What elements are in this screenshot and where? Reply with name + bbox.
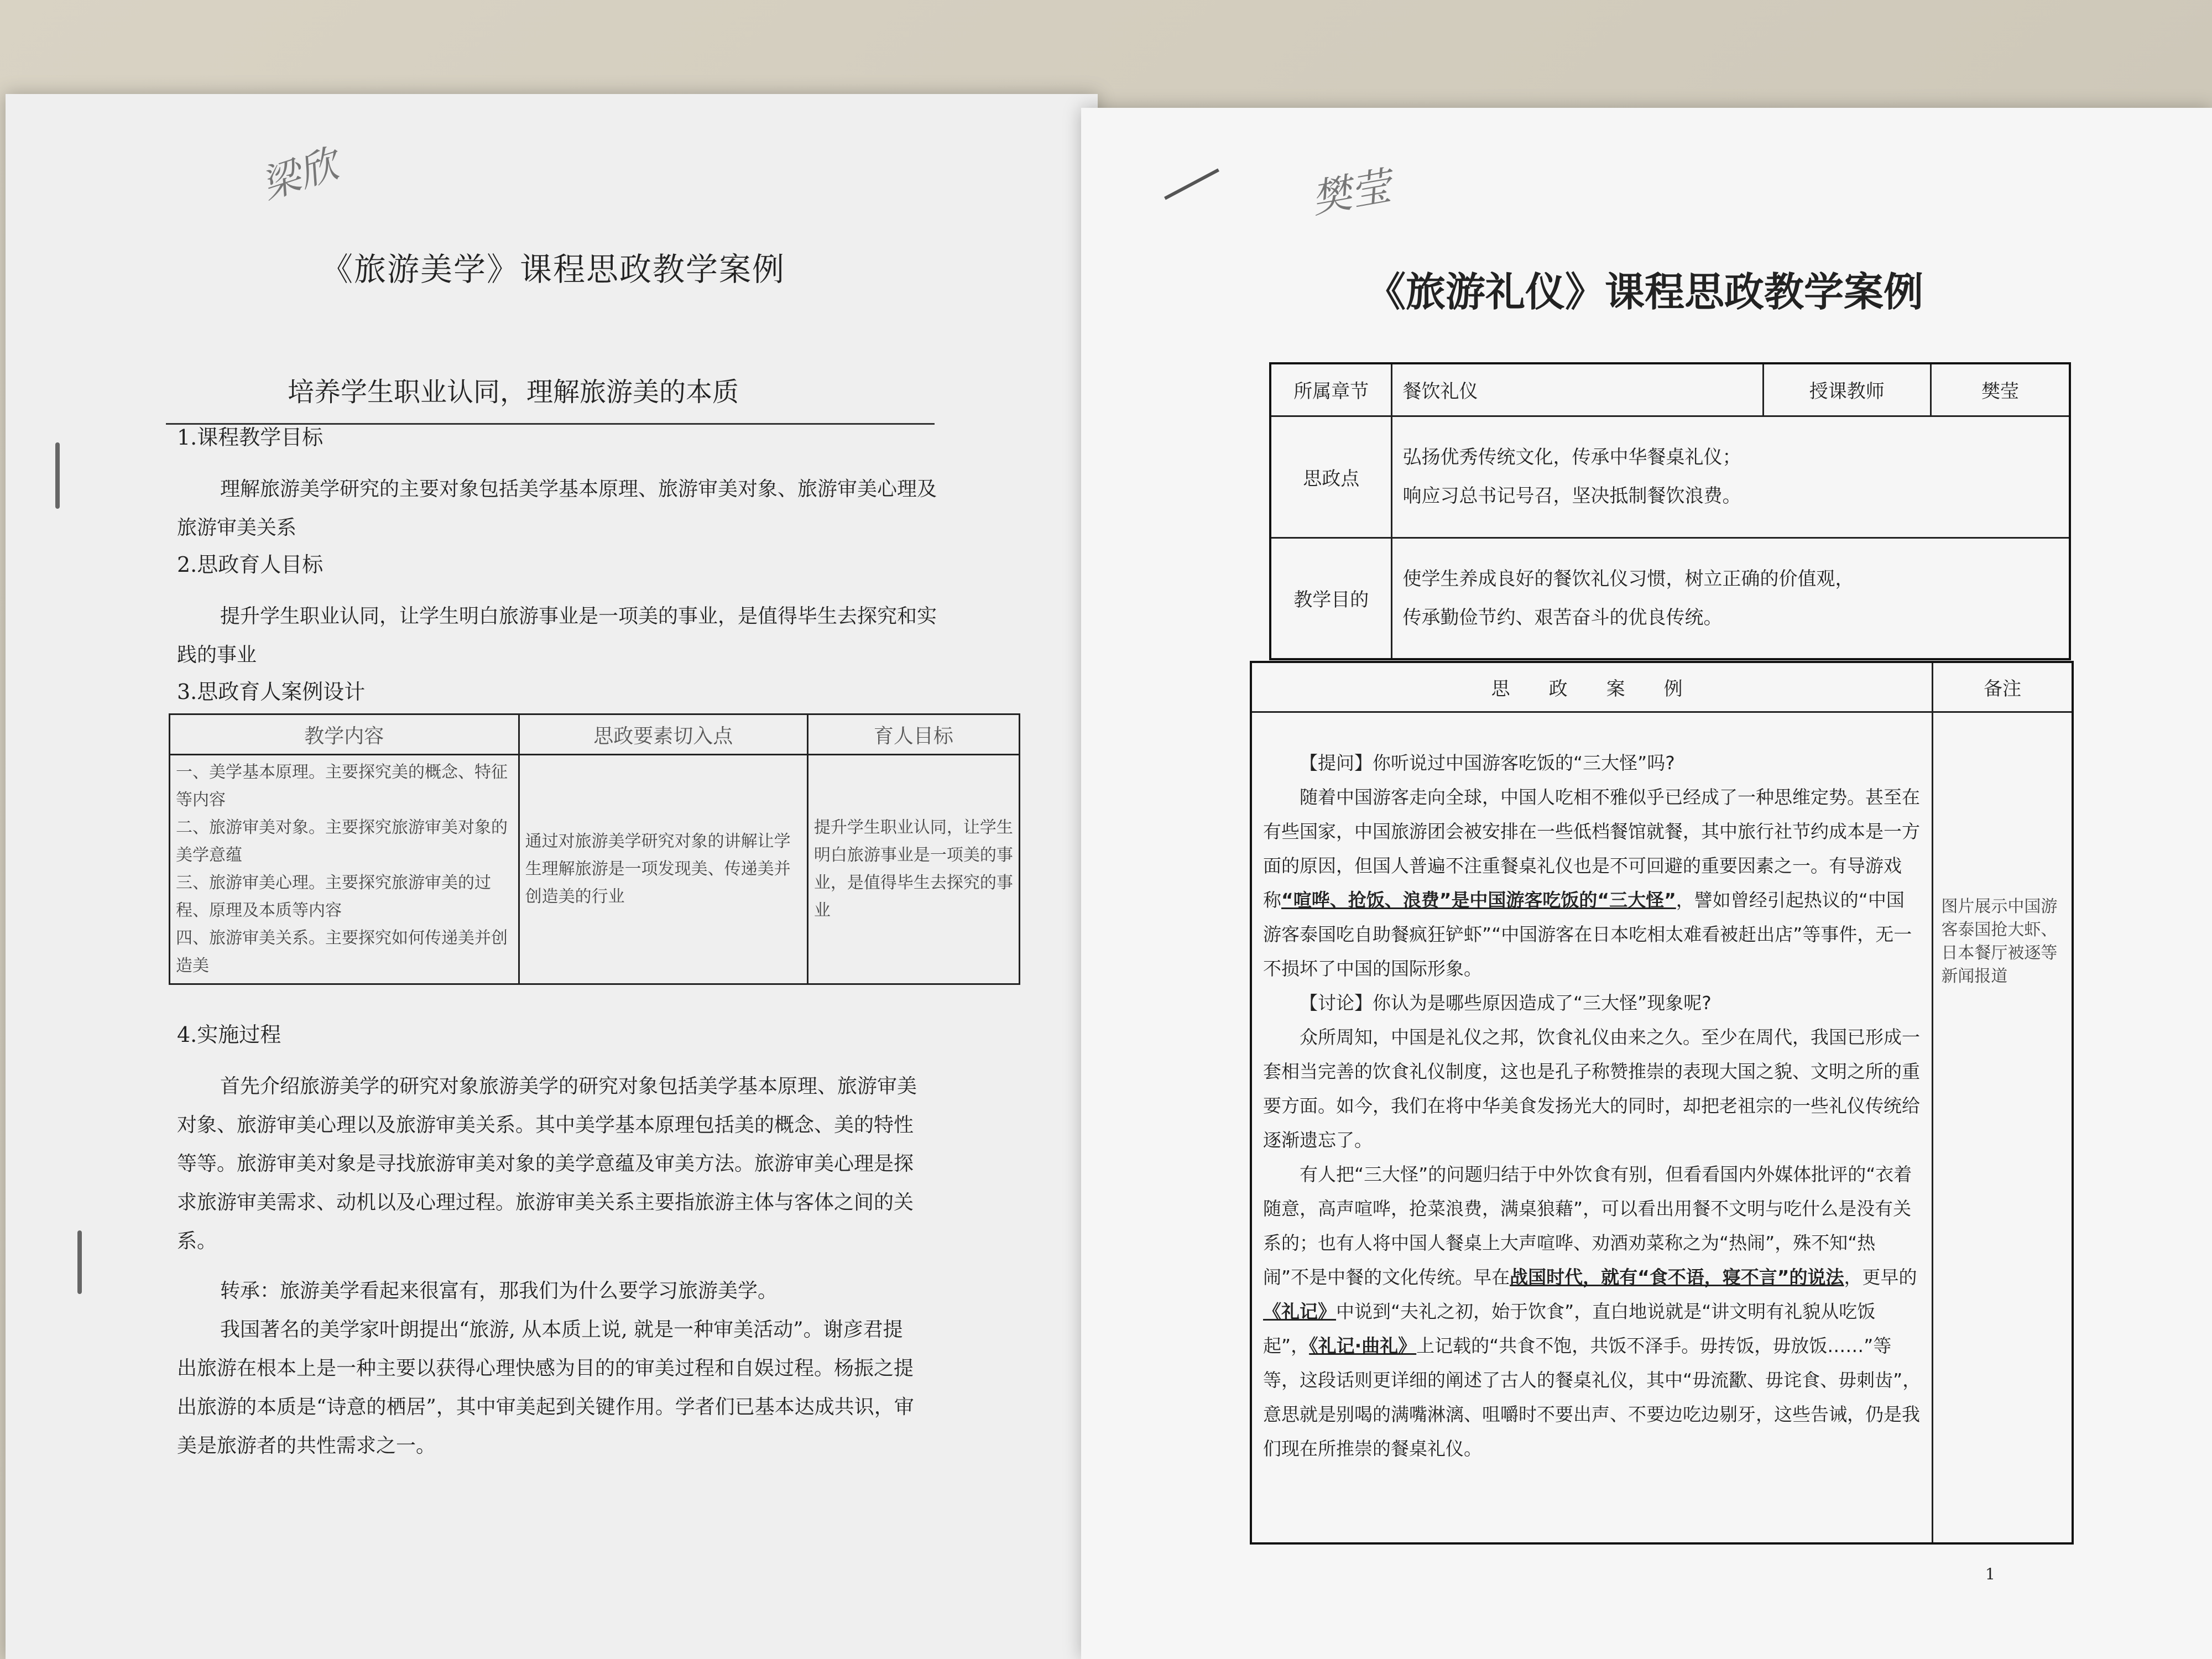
value-cell: 樊莹: [1931, 363, 2070, 416]
table-header: 教学内容: [170, 714, 519, 755]
value-cell: 餐饮礼仪: [1392, 363, 1763, 416]
case-body: [1251, 712, 1933, 1543]
case-paragraph: 有人把“三大怪”的问题归结于中外饮食有别，但看看国内外媒体批评的“衣着随意，高声喧哗，抢菜浪费，满桌狼藉”，可以看出用餐不文明与吃什么是没有关系的；也有人将中国人餐桌上大声喧哗、劝酒劝菜称之为“热闹”，殊不知“热闹”不是中餐的文化传统。早在战国时代，就有“食不语，寝不言”的说法，更早的《礼记》中说到“夫礼之初，始于饮食”，直白地说就是“讲文明有礼貌从吃饭起”，《礼记·曲礼》上记载的“共食不饱，共饭不泽手。毋抟饭，毋放饭……”等等，这段话则更详细的阐述了古人的餐桌礼仪，其中“毋流歠、毋诧食、毋刺齿”，意思就是别喝的满嘴淋漓、咀嚼时不要出声、不要边吃边剔牙，这些告诫，仍是我们现在所推崇的餐桌礼仪。: [1263, 1163, 1921, 1459]
case-header: 思 政 案 例: [1251, 662, 1933, 712]
paragraph: 首先介绍旅游美学的研究对象旅游美学的研究对象包括美学基本原理、旅游审美对象、旅游审美心理以及旅游审美关系。其中美学基本原理包括美的概念、美的特性等等。旅游审美对象是寻找旅游审美对象的美学意蕴及审美方法。旅游审美心理是探求旅游审美需求、动机以及心理过程。旅游审美关系主要指旅游主体与客体之间的关系。: [177, 1075, 917, 1253]
label-cell: 所属章节: [1270, 363, 1392, 416]
list-item: 四、旅游审美关系。主要探究如何传递美并创造美: [176, 928, 508, 975]
case-question: 【提问】你听说过中国游客吃饭的“三大怪”吗?: [1300, 752, 1675, 774]
text-line: 传承勤俭节约、艰苦奋斗的优良传统。: [1402, 606, 1723, 629]
value-cell: [1392, 538, 2070, 659]
left-doc-subtitle: 培养学生职业认同，理解旅游美的本质: [288, 377, 739, 408]
text-line: 使学生养成良好的餐饮礼仪习惯，树立正确的价值观，: [1402, 567, 1854, 590]
underlined-phrase: 战国时代，就有“食不语，寝不言”的说法: [1510, 1266, 1844, 1288]
table-header: 思政要素切入点: [519, 714, 807, 755]
table-row: [1270, 538, 2070, 659]
case-paragraph: 随着中国游客走向全球，中国人吃相不雅似乎已经成了一种思维定势。甚至在有些国家，中国旅游团会被安排在一些低档餐馆就餐，其中旅行社节约成本是一方面的原因，但国人普遍不注重餐桌礼仪也是不可回避的重要因素之一。有导游戏称“喧哗、抢饭、浪费”是中国游客吃饭的“三大怪”，譬如曾经引起热议的“中国游客泰国吃自助餐疯狂铲虾”“中国游客在日本吃相太难看被赶出店”等事件，无一不损坏了中国的国际形象。: [1263, 786, 1920, 979]
list-item: 二、旅游审美对象。主要探究旅游审美对象的美学意蕴: [176, 818, 508, 865]
case-design-table: [169, 713, 1020, 985]
list-item: 三、旅游审美心理。主要探究旅游审美的过程、原理及本质等内容: [176, 873, 491, 920]
handwritten-name-right: 樊莹: [1307, 163, 1395, 222]
table-row: [1270, 416, 2070, 538]
staple-mark: [77, 1230, 82, 1294]
section-heading: 3.思政育人案例设计: [177, 680, 366, 704]
table-header-row: [1251, 662, 2073, 712]
underlined-phrase: “喧哗、抢饭、浪费”是中国游客吃饭的“三大怪”: [1281, 889, 1676, 911]
paragraph: 转承：旅游美学看起来很富有，那我们为什么要学习旅游美学。: [220, 1280, 778, 1302]
table-row: [170, 755, 1020, 984]
table-cell-content: [170, 755, 519, 984]
table-row: [1251, 712, 2073, 1543]
case-discussion: 【讨论】你认为是哪些原因造成了“三大怪”现象呢?: [1300, 992, 1712, 1014]
page-number: 1: [1985, 1565, 1995, 1583]
label-cell: 思政点: [1270, 416, 1392, 538]
table-row: [1270, 363, 2070, 416]
remark-cell: 图片展示中国游客泰国抢大虾、日本餐厅被逐等新闻报道: [1933, 712, 2073, 1543]
table-header-row: [170, 714, 1020, 755]
remark-header: 备注: [1933, 662, 2073, 712]
table-cell-entry-point: 通过对旅游美学研究对象的讲解让学生理解旅游是一项发现美、传递美并创造美的行业: [519, 755, 807, 984]
value-cell: [1392, 416, 2070, 538]
label-cell: 授课教师: [1763, 363, 1931, 416]
paragraph: 我国著名的美学家叶朗提出“旅游, 从本质上说, 就是一种审美活动”。谢彦君提出旅游在根本上是一种主要以获得心理快感为目的的审美过程和自娱过程。杨振之提出旅游的本质是“诗意的栖居”，其中审美起到关键作用。学者们已基本达成共识，审美是旅游者的共性需求之一。: [177, 1318, 914, 1457]
left-doc-title: 《旅游美学》课程思政教学案例: [321, 251, 786, 288]
underlined-phrase: 《礼记·曲礼》: [1309, 1334, 1417, 1357]
table-cell-goal: 提升学生职业认同，让学生明白旅游事业是一项美的事业，是值得毕生去探究的事业: [807, 755, 1019, 984]
label-cell: 教学目的: [1270, 538, 1392, 659]
table-header: 育人目标: [807, 714, 1019, 755]
case-table: [1250, 661, 2074, 1545]
handwritten-name-left: 梁欣: [255, 141, 343, 208]
text-line: 响应习总书记号召，坚决抵制餐饮浪费。: [1402, 485, 1741, 507]
underlined-phrase: 《礼记》: [1263, 1300, 1336, 1322]
section-heading: 4.实施过程: [177, 1022, 281, 1047]
list-item: 一、美学基本原理。主要探究美的概念、特征等内容: [176, 763, 508, 810]
section-heading: 1.课程教学目标: [177, 425, 324, 450]
section-text: 提升学生职业认同，让学生明白旅游事业是一项美的事业，是值得毕生去探究和实践的事业: [177, 605, 937, 666]
lesson-info-table: [1269, 362, 2071, 660]
section-text: 理解旅游美学研究的主要对象包括美学基本原理、旅游审美对象、旅游审美心理及旅游审美关系: [177, 478, 937, 539]
text-line: 弘扬优秀传统文化，传承中华餐桌礼仪；: [1402, 446, 1741, 468]
staple-mark: [55, 442, 60, 509]
section-heading: 2.思政育人目标: [177, 552, 324, 577]
right-doc-title: 《旅游礼仪》课程思政教学案例: [1366, 268, 1924, 315]
case-paragraph: 众所周知，中国是礼仪之邦，饮食礼仪由来之久。至少在周代，我国已形成一套相当完善的饮食礼仪制度，这也是孔子称赞推崇的表现大国之貌、文明之所的重要方面。如今，我们在将中华美食发扬光大的同时，却把老祖宗的一些礼仪传统给逐渐遗忘了。: [1263, 1026, 1920, 1151]
